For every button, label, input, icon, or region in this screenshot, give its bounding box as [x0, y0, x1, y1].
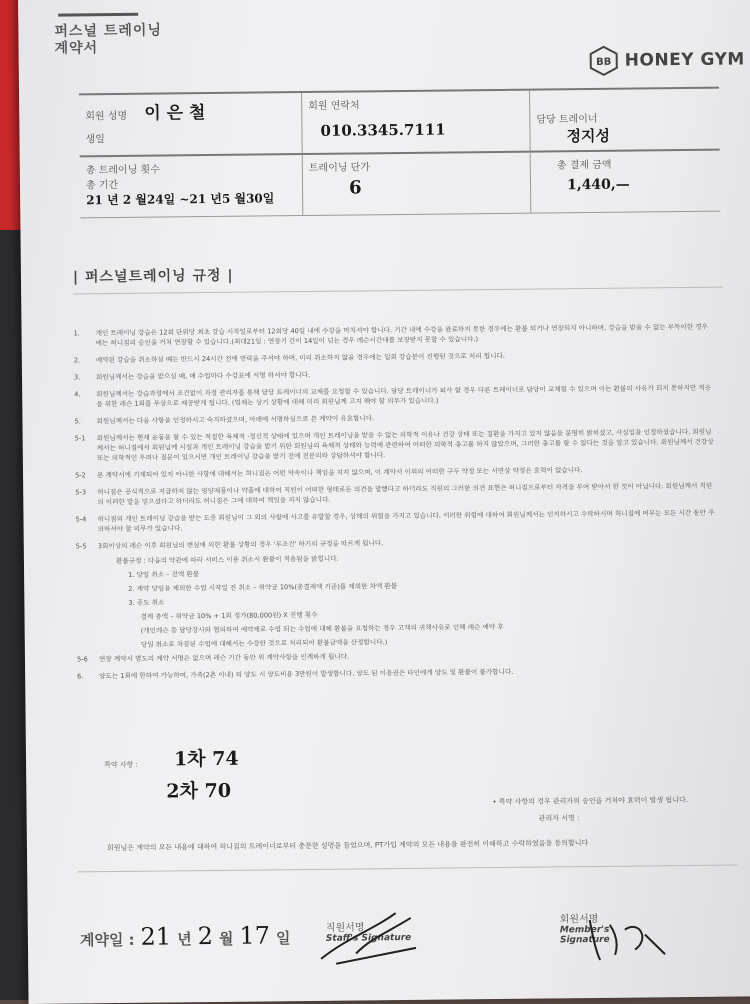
title-bar-decoration: [58, 13, 138, 17]
refund-note: 당일 취소로 차감된 수업에 대해서는 수강한 것으로 처리되어 환불금액을 산정합니다.): [140, 638, 388, 649]
footer-divider: [77, 865, 737, 873]
contact-value: 010.3345.7111: [320, 120, 446, 140]
refund-item: 2. 계약 당일을 제외한 수업 시작일 전 취소 – 위약금 10%(총결제액 기준)를 제외한 차액 환불: [128, 582, 398, 593]
total-label: 총 결제 금액: [556, 159, 612, 172]
rule-item: 5-1 회원님께서는 현재 운동을 할 수 있는 적절한 육체적 ·정신적 상태에 있으며 개인 트레이닝을 받을 수 없는 의학적 이유나 건강 상태 또는 질환을 가지고 있지 않음을 분명히 밝히셨고, 사실임을 인정하셨습니다. 회원님께서는 허니짐에서 회원님께 시설과 개인 트레이닝 강습을 받기 위한 회원님의 육체적 상태와 능력에 관련하여 어떠한 의학적 충고를 하지 않았으며, 그러한 충고를 할 수 없다는 것을 알고 있습니다. 회원님께서 건강상 또는 의학적인 우려나 질문이 있으시면 개인 트레이닝 강습을 받기 전에 전문의와 상담하셔야 합니다.: [74, 427, 714, 463]
sessions-label: 총 트레이닝 횟수: [85, 164, 160, 177]
contact-cell: [302, 90, 531, 154]
trainer-cell: [530, 88, 720, 152]
contact-label: 회원 연락처: [308, 100, 360, 112]
svg-text:BB: BB: [596, 56, 612, 68]
rule-item: 5-6 연장 계약시 별도의 계약 서명은 없으며 레슨 기간 동안 위 계약사항을 인계하게 됩니다.: [76, 652, 350, 664]
member-signature-label: 회원서명: [559, 913, 599, 926]
rule-item: 5-5 3회이상의 레슨 이후 회원님의 변심에 의한 환불 상황의 경우 '무조건' 하기의 규정을 따르게 됩니다.: [75, 539, 384, 551]
member-name-label: 회원 성명: [85, 110, 128, 123]
special-terms-label: 특약 사항 :: [104, 760, 138, 770]
contract-date-label: 계약일 :: [79, 930, 135, 950]
period-value: 21 년 2 월24일 ~21 년5 월30일: [86, 191, 275, 208]
special-term-2: 2차 70: [166, 779, 232, 803]
refund-item: 3. 중도 취소: [128, 598, 165, 607]
rule-item: 3. 회원님께서는 강습을 받으실 때, 매 수업마다 수강표에 서명 하셔야 합니다.: [73, 370, 311, 382]
total-value: 1,440,—: [566, 176, 630, 194]
refund-item: 1. 당일 취소 – 전액 환불: [128, 570, 200, 579]
manager-signature-label: 관리자 서명 :: [538, 814, 580, 823]
member-name-value: 이 은 철: [144, 103, 206, 124]
sessions-period-cell: [80, 154, 303, 218]
member-signature-scribble: [570, 909, 681, 970]
brand-logo: [589, 44, 745, 76]
member-signature-label-en: Member's Signature: [559, 924, 610, 946]
honeycomb-logo-icon: [589, 46, 619, 76]
title-line-2: 계약서: [54, 40, 99, 57]
period-label: 총 기간: [85, 179, 119, 192]
staff-signature-area: [326, 918, 426, 944]
contract-year: 21: [140, 922, 172, 951]
rule-item: 6. 양도는 1회에 한하여 가능하며, 가족(2촌 이내) 외 양도 시 양도비용 3만원이 발생합니다. 양도 된 이용권은 타인에게 양도 및 환불이 불가합니다.: [77, 667, 514, 681]
refund-formula: 결제 총액 – 위약금 10% + 1회 정가(80,000원) X 진행 횟수: [140, 610, 318, 621]
rules-section-title: | 퍼스널트레이닝 규정 |: [72, 267, 234, 286]
unit-price-cell: [302, 152, 531, 216]
rule-item: 5-2 본 계약서에 기재되어 있지 아니한 사항에 대해서는 허니짐은 어떤 약속이나 책임을 지지 않으며, 이 계약서 이외의 어떠한 구두 약정 또는 서면상 약정은 효력이 없습니다.: [75, 466, 583, 480]
trainer-label: 담당 트레이너: [536, 113, 598, 126]
rule-item: 2. 예약된 강습을 취소하실 때는 반드시 24시간 전에 연락을 주셔야 하며, 미리 취소하지 않을 경우에는 일회 강습분이 진행된 것으로 처리 됩니다.: [73, 351, 505, 365]
rule-item: 5-4 허니짐의 개인 트레이닝 강습을 받는 도중 회원님이 그 외의 사항에 사고를 유발할 경우, 상해의 위험을 가지고 있습니다. 이러한 위험에 대하여 회원님께서는 인지하시고 수락하시며 허니짐에 머무는 모든 시간 동안 주의하셔야 할 의무가 있습니다.: [75, 508, 715, 534]
title-line-1: 퍼스널 트레이닝: [54, 22, 163, 40]
staff-signature-scribble: [316, 908, 427, 969]
document-title: [54, 22, 162, 57]
month-unit: 월: [218, 929, 234, 948]
member-name-cell: [79, 92, 302, 156]
year-unit: 년: [177, 930, 192, 949]
total-cell: [530, 150, 720, 213]
contract-day: 17: [239, 921, 271, 950]
section-divider: [73, 287, 723, 295]
special-term-1: 1차 74: [173, 747, 239, 771]
refund-title: 환불규정 : 다음의 약관에 따라 서비스 이용 취소시 환불이 적용됨을 밝힙니다.: [115, 554, 339, 566]
contract-date: [80, 921, 291, 951]
brand-name: HONEY GYM: [624, 49, 745, 71]
rule-item: 5. 회원님께서는 다음 사항을 인정하시고 숙지하셨으며, 아래에 서명하심으로 본 계약이 유효합니다.: [74, 414, 375, 426]
rule-item: 5-3 허니짐은 공식적으로 지급하지 않는 영양제품이나 약품에 대하여 직원이 어떠한 형태로든 의견을 말했다고 하더라도 직원의 그러한 의견 표현은 허니짐으로부터 자격을 부여 받아서 한 것이 아닙니다. 회원님께서 직원의 이러한 말을 믿으셨다고 하더라도 허니짐은 그에 대하여 책임을 지지 않습니다.: [75, 481, 713, 507]
staff-signature-label-en: Staff's Signature: [325, 932, 412, 944]
refund-policy: [116, 550, 717, 650]
staff-signature-label: 직원서명: [325, 922, 365, 934]
member-signature-area: [560, 909, 660, 945]
birth-label: 생일: [85, 134, 105, 146]
rule-item: 1. 개인 트레이닝 강습은 12회 단위당 최초 강습 시작일로부터 12회당 40일 내에 수강을 마치셔야 합니다. 기간 내에 수강을 완료하지 못한 경우에는 환불 되거나 연장되지 아니하며, 강습을 받을 수 없는 부득이한 경우에는 허니짐의 승인을 거쳐 연장할 수 있습니다.(최대21일 : 연장기 간이 14일이 넘는 경우 레슨시간대를 보장받지 못할 수 있습니다.): [73, 322, 709, 348]
day-unit: 일: [275, 929, 291, 948]
unit-price-label: 트레이닝 단가: [308, 162, 371, 174]
refund-note: (개인레슨 등 담당강사와 협의하여 예약제로 수업 되는 수업에 대해 환불을 요청하는 경우 고객의 귀책사유로 인해 레슨 예약 후: [140, 622, 504, 635]
rules-list: [74, 322, 718, 689]
unit-price-value: 6: [348, 177, 362, 199]
member-info-table: [79, 87, 720, 219]
contract-month: 2: [197, 922, 214, 951]
agreement-statement: 회원님은 계약의 모든 내용에 대하여 허니짐의 트레이너로부터 충분한 설명을 들었으며, PT가입 계약의 모든 내용을 완전히 이해하고 수락하였음을 동의합니다: [106, 839, 589, 853]
contract-paper: [18, 0, 750, 1004]
rule-item: 4. 회원님께서는 강습과정에서 조건없이 자정 관리자를 통해 담당 트레이너의 교체를 요청할 수 있습니다. 담당 트레이너가 퇴사 할 경우 다른 트레이너로 담당이 교체될 수 있으며 이는 환불의 사유가 되지 못하지만 적응을 위한 레슨 1회를 무상으로 제공받게 됩니다. (업체는 상기 상황에 대해 미리 회원님께 고지 해야 할 의무가 있습니다.): [74, 383, 712, 409]
trainer-value: 정지성: [566, 126, 611, 146]
special-terms-note: • 특약 사항의 경우 관리자의 승인을 거쳐야 효력이 발생 됩니다.: [492, 796, 688, 807]
